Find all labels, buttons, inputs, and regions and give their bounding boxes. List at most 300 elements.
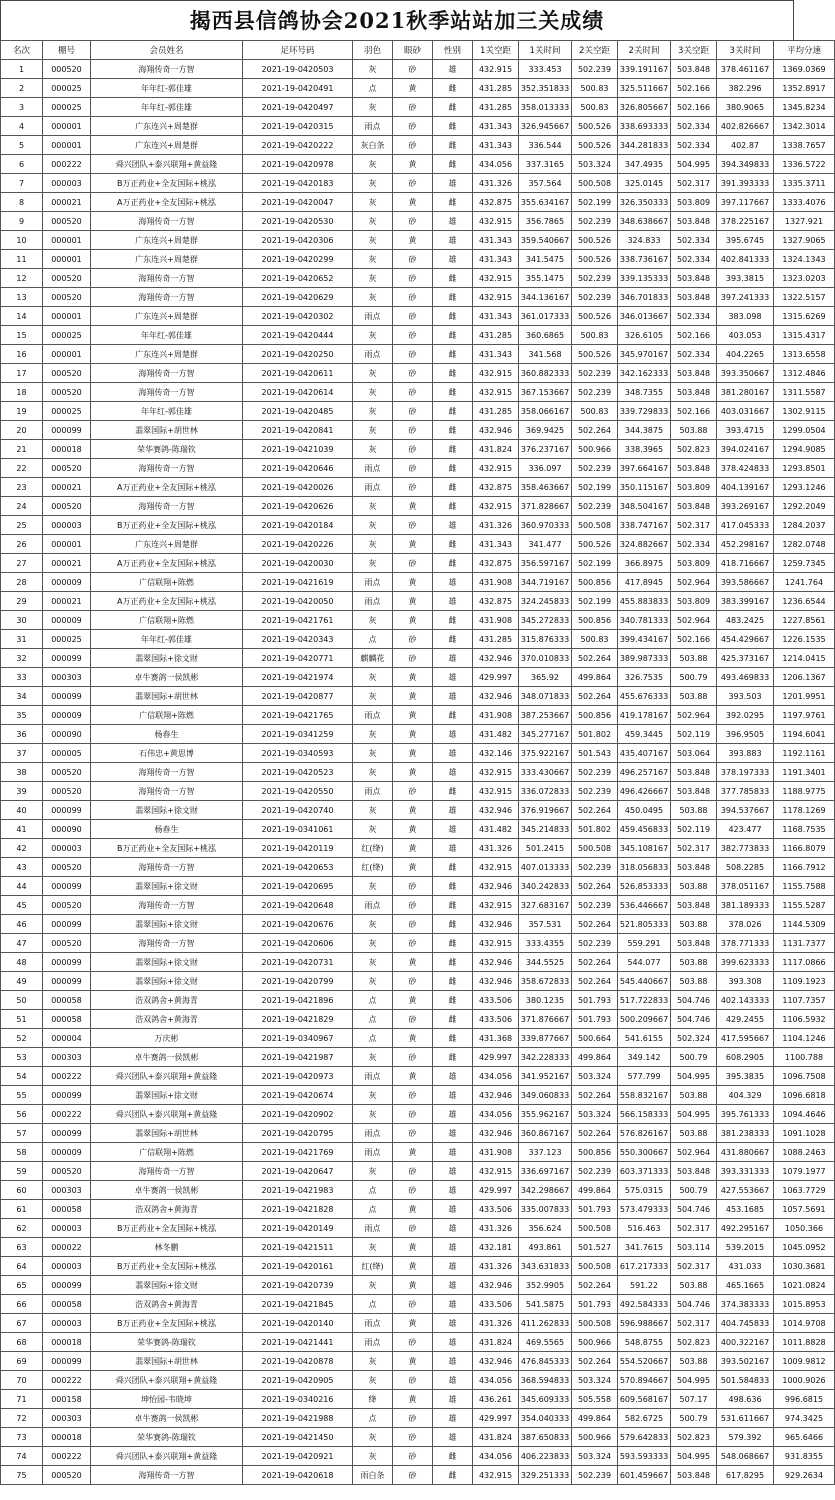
cell-leg2-time: 570.894667 bbox=[618, 1371, 671, 1390]
table-row bbox=[1, 307, 835, 326]
cell-leg3-distance: 504.746 bbox=[671, 1295, 717, 1314]
cell-leg2-time: 339.191167 bbox=[618, 60, 671, 79]
cell-avg-speed: 1057.5691 bbox=[774, 1200, 835, 1219]
cell-leg3-time: 378.197333 bbox=[717, 763, 774, 782]
cell-leg2-time: 521.805333 bbox=[618, 915, 671, 934]
cell-member-name: 翡翠国际+胡世林 bbox=[91, 1352, 243, 1371]
cell-eye-color: 砂 bbox=[393, 516, 433, 535]
cell-leg1-distance: 431.908 bbox=[473, 1143, 519, 1162]
cell-leg3-time: 378.026 bbox=[717, 915, 774, 934]
cell-feather-color: 灰 bbox=[353, 98, 393, 117]
cell-leg1-time: 380.1235 bbox=[519, 991, 572, 1010]
cell-feather-color: 灰 bbox=[353, 383, 393, 402]
cell-avg-speed: 1311.5587 bbox=[774, 383, 835, 402]
cell-loft-no: 000025 bbox=[43, 402, 91, 421]
cell-feather-color: 灰 bbox=[353, 212, 393, 231]
cell-ring-number: 2021-19-0421829 bbox=[243, 1010, 353, 1029]
cell-eye-color: 砂 bbox=[393, 1124, 433, 1143]
cell-rank: 59 bbox=[1, 1162, 43, 1181]
cell-member-name: 坤怡园-韦晓坤 bbox=[91, 1390, 243, 1409]
cell-eye-color: 砂 bbox=[393, 440, 433, 459]
cell-loft-no: 000303 bbox=[43, 1048, 91, 1067]
cell-ring-number: 2021-19-0421988 bbox=[243, 1409, 353, 1428]
cell-leg2-time: 459.456833 bbox=[618, 820, 671, 839]
cell-leg3-distance: 503.848 bbox=[671, 896, 717, 915]
cell-rank: 23 bbox=[1, 478, 43, 497]
cell-ring-number: 2021-19-0421450 bbox=[243, 1428, 353, 1447]
cell-leg1-time: 352.9905 bbox=[519, 1276, 572, 1295]
cell-avg-speed: 1045.0952 bbox=[774, 1238, 835, 1257]
cell-eye-color: 砂 bbox=[393, 972, 433, 991]
cell-feather-color: 红(绛) bbox=[353, 858, 393, 877]
cell-feather-color: 灰 bbox=[353, 611, 393, 630]
cell-rank: 75 bbox=[1, 1466, 43, 1485]
cell-leg1-time: 355.962167 bbox=[519, 1105, 572, 1124]
cell-leg1-distance: 431.343 bbox=[473, 307, 519, 326]
cell-rank: 50 bbox=[1, 991, 43, 1010]
cell-ring-number: 2021-19-0420618 bbox=[243, 1466, 353, 1485]
cell-leg3-time: 381.238333 bbox=[717, 1124, 774, 1143]
cell-member-name: B万正药业+全友国际+桃泓 bbox=[91, 516, 243, 535]
cell-leg1-time: 376.919667 bbox=[519, 801, 572, 820]
cell-member-name: 翡翠国际+徐文财 bbox=[91, 649, 243, 668]
cell-member-name: 舜兴团队+泰兴联翔+黄益隆 bbox=[91, 1105, 243, 1124]
cell-ring-number: 2021-19-0420503 bbox=[243, 60, 353, 79]
cell-ring-number: 2021-19-0420119 bbox=[243, 839, 353, 858]
cell-member-name: 卓牛赛鸽一侯凯彬 bbox=[91, 668, 243, 687]
cell-leg1-distance: 432.875 bbox=[473, 478, 519, 497]
cell-avg-speed: 1166.7912 bbox=[774, 858, 835, 877]
cell-ring-number: 2021-19-0420905 bbox=[243, 1371, 353, 1390]
cell-leg1-distance: 431.343 bbox=[473, 117, 519, 136]
cell-avg-speed: 1206.1367 bbox=[774, 668, 835, 687]
cell-rank: 38 bbox=[1, 763, 43, 782]
cell-leg1-time: 344.136167 bbox=[519, 288, 572, 307]
cell-feather-color: 红(绛) bbox=[353, 1257, 393, 1276]
cell-member-name: 海翔传奇一方智 bbox=[91, 212, 243, 231]
cell-eye-color: 黄 bbox=[393, 725, 433, 744]
cell-leg3-distance: 502.317 bbox=[671, 839, 717, 858]
cell-leg2-distance: 500.508 bbox=[572, 174, 618, 193]
cell-avg-speed: 1241.764 bbox=[774, 573, 835, 592]
cell-leg3-distance: 507.17 bbox=[671, 1390, 717, 1409]
cell-leg1-distance: 432.915 bbox=[473, 383, 519, 402]
cell-avg-speed: 1104.1246 bbox=[774, 1029, 835, 1048]
cell-loft-no: 000099 bbox=[43, 421, 91, 440]
cell-ring-number: 2021-19-0420676 bbox=[243, 915, 353, 934]
cell-avg-speed: 1284.2037 bbox=[774, 516, 835, 535]
cell-leg3-distance: 502.334 bbox=[671, 345, 717, 364]
cell-leg1-distance: 431.326 bbox=[473, 1219, 519, 1238]
cell-sex: 雄 bbox=[433, 1371, 473, 1390]
cell-leg3-distance: 502.119 bbox=[671, 725, 717, 744]
cell-leg3-distance: 500.79 bbox=[671, 668, 717, 687]
cell-leg1-distance: 434.056 bbox=[473, 1105, 519, 1124]
cell-leg3-distance: 503.809 bbox=[671, 592, 717, 611]
cell-leg1-time: 354.040333 bbox=[519, 1409, 572, 1428]
cell-eye-color: 黄 bbox=[393, 155, 433, 174]
table-row bbox=[1, 516, 835, 535]
cell-leg1-time: 407.013333 bbox=[519, 858, 572, 877]
cell-leg2-distance: 500.526 bbox=[572, 250, 618, 269]
cell-feather-color: 雨点 bbox=[353, 459, 393, 478]
cell-ring-number: 2021-19-0420315 bbox=[243, 117, 353, 136]
cell-ring-number: 2021-19-0420444 bbox=[243, 326, 353, 345]
cell-leg3-time: 427.553667 bbox=[717, 1181, 774, 1200]
cell-member-name: 海翔传奇一方智 bbox=[91, 497, 243, 516]
cell-sex: 雌 bbox=[433, 554, 473, 573]
cell-eye-color: 黄 bbox=[393, 687, 433, 706]
cell-leg1-distance: 431.285 bbox=[473, 630, 519, 649]
cell-avg-speed: 1168.7535 bbox=[774, 820, 835, 839]
cell-leg2-time: 554.520667 bbox=[618, 1352, 671, 1371]
cell-ring-number: 2021-19-0420921 bbox=[243, 1447, 353, 1466]
cell-leg2-time: 350.115167 bbox=[618, 478, 671, 497]
cell-leg2-distance: 500.508 bbox=[572, 516, 618, 535]
cell-sex: 雄 bbox=[433, 1219, 473, 1238]
cell-leg2-distance: 502.239 bbox=[572, 269, 618, 288]
cell-avg-speed: 1188.9775 bbox=[774, 782, 835, 801]
cell-leg2-time: 526.853333 bbox=[618, 877, 671, 896]
cell-leg3-distance: 503.848 bbox=[671, 269, 717, 288]
cell-member-name: 杨春生 bbox=[91, 820, 243, 839]
cell-rank: 61 bbox=[1, 1200, 43, 1219]
cell-leg1-distance: 432.915 bbox=[473, 497, 519, 516]
cell-rank: 17 bbox=[1, 364, 43, 383]
cell-member-name: 翡翠国际+徐文财 bbox=[91, 972, 243, 991]
cell-feather-color: 雨点 bbox=[353, 1124, 393, 1143]
cell-feather-color: 灰 bbox=[353, 174, 393, 193]
cell-leg2-distance: 500.526 bbox=[572, 535, 618, 554]
cell-feather-color: 灰 bbox=[353, 250, 393, 269]
cell-leg1-distance: 431.343 bbox=[473, 136, 519, 155]
cell-ring-number: 2021-19-0341259 bbox=[243, 725, 353, 744]
cell-rank: 40 bbox=[1, 801, 43, 820]
cell-avg-speed: 1327.9065 bbox=[774, 231, 835, 250]
cell-leg3-time: 381.280167 bbox=[717, 383, 774, 402]
cell-leg3-time: 531.611667 bbox=[717, 1409, 774, 1428]
cell-sex: 雄 bbox=[433, 649, 473, 668]
cell-avg-speed: 1088.2463 bbox=[774, 1143, 835, 1162]
cell-leg1-distance: 432.946 bbox=[473, 1124, 519, 1143]
cell-leg3-time: 539.2015 bbox=[717, 1238, 774, 1257]
cell-member-name: 卓牛赛鸽一侯凯彬 bbox=[91, 1181, 243, 1200]
cell-rank: 54 bbox=[1, 1067, 43, 1086]
table-row bbox=[1, 1181, 835, 1200]
cell-leg3-time: 453.1685 bbox=[717, 1200, 774, 1219]
cell-leg2-time: 582.6725 bbox=[618, 1409, 671, 1428]
cell-ring-number: 2021-19-0420184 bbox=[243, 516, 353, 535]
cell-leg2-time: 338.736167 bbox=[618, 250, 671, 269]
cell-leg1-distance: 432.946 bbox=[473, 1352, 519, 1371]
cell-rank: 26 bbox=[1, 535, 43, 554]
cell-member-name: 年年红-郭佳雄 bbox=[91, 630, 243, 649]
cell-leg2-distance: 500.526 bbox=[572, 345, 618, 364]
cell-rank: 20 bbox=[1, 421, 43, 440]
cell-sex: 雄 bbox=[433, 60, 473, 79]
cell-feather-color: 点 bbox=[353, 1181, 393, 1200]
cell-rank: 2 bbox=[1, 79, 43, 98]
cell-leg3-distance: 503.848 bbox=[671, 782, 717, 801]
cell-leg1-time: 356.624 bbox=[519, 1219, 572, 1238]
cell-ring-number: 2021-19-0420299 bbox=[243, 250, 353, 269]
cell-leg2-distance: 502.264 bbox=[572, 649, 618, 668]
cell-member-name: 翡翠国际+胡世林 bbox=[91, 1124, 243, 1143]
cell-loft-no: 000009 bbox=[43, 1143, 91, 1162]
cell-leg1-time: 343.631833 bbox=[519, 1257, 572, 1276]
cell-rank: 29 bbox=[1, 592, 43, 611]
cell-leg3-time: 465.1665 bbox=[717, 1276, 774, 1295]
table-row bbox=[1, 478, 835, 497]
cell-loft-no: 000099 bbox=[43, 1276, 91, 1295]
cell-sex: 雌 bbox=[433, 782, 473, 801]
cell-leg3-distance: 502.964 bbox=[671, 1143, 717, 1162]
cell-leg3-distance: 502.334 bbox=[671, 231, 717, 250]
cell-leg1-distance: 432.915 bbox=[473, 364, 519, 383]
cell-member-name: 翡翠国际+徐文财 bbox=[91, 915, 243, 934]
table-row bbox=[1, 1447, 835, 1466]
cell-rank: 27 bbox=[1, 554, 43, 573]
cell-leg1-time: 326.945667 bbox=[519, 117, 572, 136]
cell-leg2-distance: 502.264 bbox=[572, 1086, 618, 1105]
cell-leg1-distance: 434.056 bbox=[473, 1371, 519, 1390]
cell-sex: 雄 bbox=[433, 1162, 473, 1181]
cell-leg3-distance: 502.964 bbox=[671, 706, 717, 725]
cell-feather-color: 灰 bbox=[353, 288, 393, 307]
table-row bbox=[1, 1390, 835, 1409]
cell-leg1-time: 359.540667 bbox=[519, 231, 572, 250]
cell-leg3-distance: 503.88 bbox=[671, 687, 717, 706]
cell-leg1-time: 493.861 bbox=[519, 1238, 572, 1257]
cell-rank: 64 bbox=[1, 1257, 43, 1276]
cell-ring-number: 2021-19-0420030 bbox=[243, 554, 353, 573]
cell-leg1-time: 360.970333 bbox=[519, 516, 572, 535]
cell-leg1-time: 358.463667 bbox=[519, 478, 572, 497]
cell-feather-color: 灰 bbox=[353, 440, 393, 459]
cell-loft-no: 000025 bbox=[43, 79, 91, 98]
cell-leg2-distance: 502.264 bbox=[572, 687, 618, 706]
cell-eye-color: 砂 bbox=[393, 1105, 433, 1124]
cell-loft-no: 000520 bbox=[43, 782, 91, 801]
cell-loft-no: 000520 bbox=[43, 934, 91, 953]
cell-member-name: 海翔传奇一方智 bbox=[91, 858, 243, 877]
cell-leg1-time: 369.9425 bbox=[519, 421, 572, 440]
cell-eye-color: 黄 bbox=[393, 1238, 433, 1257]
cell-sex: 雌 bbox=[433, 972, 473, 991]
cell-ring-number: 2021-19-0420739 bbox=[243, 1276, 353, 1295]
cell-leg2-time: 459.3445 bbox=[618, 725, 671, 744]
cell-leg2-distance: 502.264 bbox=[572, 421, 618, 440]
cell-eye-color: 黄 bbox=[393, 1200, 433, 1219]
cell-leg1-distance: 434.056 bbox=[473, 1067, 519, 1086]
table-row bbox=[1, 649, 835, 668]
cell-loft-no: 000099 bbox=[43, 1086, 91, 1105]
cell-leg3-time: 429.2455 bbox=[717, 1010, 774, 1029]
cell-leg1-time: 324.245833 bbox=[519, 592, 572, 611]
cell-feather-color: 灰 bbox=[353, 820, 393, 839]
cell-eye-color: 砂 bbox=[393, 649, 433, 668]
cell-leg3-distance: 502.334 bbox=[671, 535, 717, 554]
cell-leg1-time: 501.2415 bbox=[519, 839, 572, 858]
cell-sex: 雄 bbox=[433, 763, 473, 782]
cell-ring-number: 2021-19-0421039 bbox=[243, 440, 353, 459]
cell-avg-speed: 1312.4846 bbox=[774, 364, 835, 383]
cell-sex: 雄 bbox=[433, 1295, 473, 1314]
cell-leg1-time: 337.3165 bbox=[519, 155, 572, 174]
cell-eye-color: 砂 bbox=[393, 478, 433, 497]
cell-member-name: 舜兴团队+泰兴联翔+黄益隆 bbox=[91, 1371, 243, 1390]
cell-rank: 49 bbox=[1, 972, 43, 991]
cell-leg3-time: 402.826667 bbox=[717, 117, 774, 136]
cell-feather-color: 灰 bbox=[353, 535, 393, 554]
cell-rank: 44 bbox=[1, 877, 43, 896]
cell-leg3-distance: 504.995 bbox=[671, 1105, 717, 1124]
cell-eye-color: 砂 bbox=[393, 896, 433, 915]
header-eye-color: 眼砂 bbox=[393, 41, 433, 60]
cell-sex: 雌 bbox=[433, 345, 473, 364]
cell-leg2-distance: 502.239 bbox=[572, 383, 618, 402]
table-row bbox=[1, 1333, 835, 1352]
cell-rank: 42 bbox=[1, 839, 43, 858]
cell-feather-color: 雨点 bbox=[353, 1219, 393, 1238]
cell-member-name: B万正药业+全友国际+桃泓 bbox=[91, 174, 243, 193]
cell-leg3-time: 393.503 bbox=[717, 687, 774, 706]
cell-rank: 56 bbox=[1, 1105, 43, 1124]
cell-loft-no: 000003 bbox=[43, 174, 91, 193]
cell-leg2-time: 340.781333 bbox=[618, 611, 671, 630]
cell-loft-no: 000303 bbox=[43, 1409, 91, 1428]
cell-rank: 70 bbox=[1, 1371, 43, 1390]
cell-loft-no: 000520 bbox=[43, 212, 91, 231]
cell-feather-color: 灰 bbox=[353, 1162, 393, 1181]
cell-leg1-time: 357.564 bbox=[519, 174, 572, 193]
cell-leg3-distance: 503.848 bbox=[671, 459, 717, 478]
cell-member-name: 广信联翔+陈燃 bbox=[91, 1143, 243, 1162]
cell-leg2-distance: 500.83 bbox=[572, 402, 618, 421]
table-row bbox=[1, 193, 835, 212]
cell-leg1-distance: 431.482 bbox=[473, 820, 519, 839]
cell-leg1-distance: 432.946 bbox=[473, 421, 519, 440]
cell-leg3-distance: 503.88 bbox=[671, 877, 717, 896]
cell-eye-color: 砂 bbox=[393, 326, 433, 345]
cell-leg2-time: 496.426667 bbox=[618, 782, 671, 801]
cell-avg-speed: 1079.1977 bbox=[774, 1162, 835, 1181]
cell-leg1-distance: 431.368 bbox=[473, 1029, 519, 1048]
cell-leg3-time: 492.295167 bbox=[717, 1219, 774, 1238]
cell-avg-speed: 1155.7588 bbox=[774, 877, 835, 896]
cell-loft-no: 000005 bbox=[43, 744, 91, 763]
cell-leg1-time: 345.214833 bbox=[519, 820, 572, 839]
cell-leg3-time: 382.773833 bbox=[717, 839, 774, 858]
cell-leg1-time: 541.5875 bbox=[519, 1295, 572, 1314]
cell-leg3-time: 391.393333 bbox=[717, 174, 774, 193]
table-body bbox=[1, 60, 835, 1485]
cell-ring-number: 2021-19-0420161 bbox=[243, 1257, 353, 1276]
cell-loft-no: 000520 bbox=[43, 364, 91, 383]
cell-ring-number: 2021-19-0421983 bbox=[243, 1181, 353, 1200]
cell-feather-color: 雨点 bbox=[353, 782, 393, 801]
cell-leg1-distance: 433.506 bbox=[473, 991, 519, 1010]
cell-leg1-time: 336.097 bbox=[519, 459, 572, 478]
cell-leg2-distance: 505.558 bbox=[572, 1390, 618, 1409]
cell-sex: 雌 bbox=[433, 953, 473, 972]
cell-eye-color: 黄 bbox=[393, 744, 433, 763]
cell-loft-no: 000520 bbox=[43, 288, 91, 307]
cell-loft-no: 000058 bbox=[43, 1295, 91, 1314]
cell-leg3-time: 404.2265 bbox=[717, 345, 774, 364]
cell-avg-speed: 1015.8953 bbox=[774, 1295, 835, 1314]
cell-leg2-distance: 502.264 bbox=[572, 1124, 618, 1143]
cell-leg1-time: 476.845333 bbox=[519, 1352, 572, 1371]
cell-member-name: 翡翠国际+胡世林 bbox=[91, 687, 243, 706]
cell-avg-speed: 1335.3711 bbox=[774, 174, 835, 193]
cell-leg2-time: 339.135333 bbox=[618, 269, 671, 288]
cell-leg2-time: 573.479333 bbox=[618, 1200, 671, 1219]
header-leg3-time: 3关时间 bbox=[717, 41, 774, 60]
cell-rank: 37 bbox=[1, 744, 43, 763]
cell-leg1-distance: 432.915 bbox=[473, 934, 519, 953]
cell-leg3-time: 402.143333 bbox=[717, 991, 774, 1010]
cell-loft-no: 000222 bbox=[43, 1067, 91, 1086]
cell-leg3-time: 431.880667 bbox=[717, 1143, 774, 1162]
cell-loft-no: 000099 bbox=[43, 972, 91, 991]
cell-leg3-distance: 502.317 bbox=[671, 516, 717, 535]
cell-leg3-time: 404.139167 bbox=[717, 478, 774, 497]
cell-leg1-time: 371.828667 bbox=[519, 497, 572, 516]
cell-loft-no: 000520 bbox=[43, 896, 91, 915]
cell-member-name: 年年红-郭佳雄 bbox=[91, 326, 243, 345]
table-row bbox=[1, 554, 835, 573]
cell-feather-color: 灰 bbox=[353, 1371, 393, 1390]
cell-leg2-distance: 501.793 bbox=[572, 991, 618, 1010]
cell-loft-no: 000001 bbox=[43, 250, 91, 269]
cell-leg2-time: 450.0495 bbox=[618, 801, 671, 820]
cell-loft-no: 000099 bbox=[43, 801, 91, 820]
cell-avg-speed: 1063.7729 bbox=[774, 1181, 835, 1200]
cell-eye-color: 黄 bbox=[393, 820, 433, 839]
cell-leg3-time: 393.4715 bbox=[717, 421, 774, 440]
cell-member-name: 浩双鸽舍+黄海青 bbox=[91, 1295, 243, 1314]
cell-leg1-distance: 431.285 bbox=[473, 79, 519, 98]
cell-leg2-distance: 500.508 bbox=[572, 1314, 618, 1333]
cell-loft-no: 000090 bbox=[43, 725, 91, 744]
cell-avg-speed: 1166.8079 bbox=[774, 839, 835, 858]
cell-loft-no: 000520 bbox=[43, 269, 91, 288]
cell-leg1-time: 339.877667 bbox=[519, 1029, 572, 1048]
cell-leg1-distance: 433.506 bbox=[473, 1295, 519, 1314]
cell-leg3-time: 402.841333 bbox=[717, 250, 774, 269]
cell-sex: 雄 bbox=[433, 1257, 473, 1276]
cell-loft-no: 000009 bbox=[43, 611, 91, 630]
cell-feather-color: 灰 bbox=[353, 1048, 393, 1067]
cell-ring-number: 2021-19-0421845 bbox=[243, 1295, 353, 1314]
cell-rank: 21 bbox=[1, 440, 43, 459]
cell-ring-number: 2021-19-0420550 bbox=[243, 782, 353, 801]
cell-leg1-distance: 432.875 bbox=[473, 193, 519, 212]
cell-member-name: 广信联翔+陈燃 bbox=[91, 611, 243, 630]
cell-leg3-distance: 503.88 bbox=[671, 1124, 717, 1143]
cell-leg1-distance: 432.946 bbox=[473, 649, 519, 668]
cell-ring-number: 2021-19-0420653 bbox=[243, 858, 353, 877]
cell-ring-number: 2021-19-0420183 bbox=[243, 174, 353, 193]
cell-ring-number: 2021-19-0420695 bbox=[243, 877, 353, 896]
cell-avg-speed: 1144.5309 bbox=[774, 915, 835, 934]
cell-leg2-time: 349.142 bbox=[618, 1048, 671, 1067]
cell-leg1-time: 315.876333 bbox=[519, 630, 572, 649]
cell-leg1-distance: 434.056 bbox=[473, 155, 519, 174]
cell-leg3-time: 399.623333 bbox=[717, 953, 774, 972]
cell-leg3-time: 381.189333 bbox=[717, 896, 774, 915]
